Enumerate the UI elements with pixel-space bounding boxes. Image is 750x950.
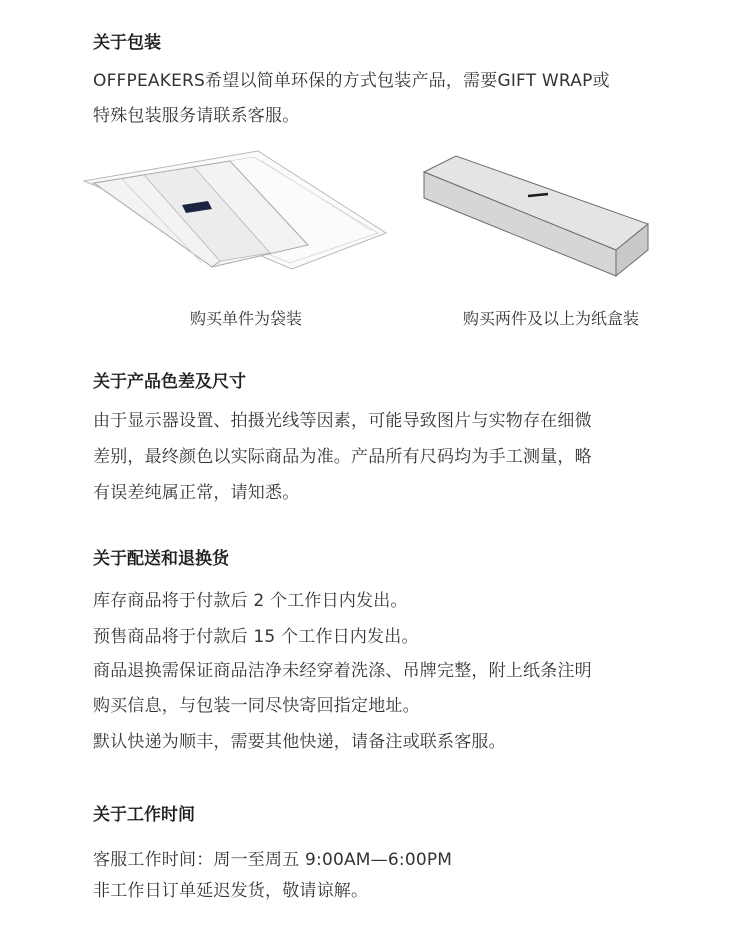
shipping-line-2: 预售商品将于付款后 15 个工作日内发出。 (93, 627, 419, 647)
color-size-line-3: 有误差纯属正常，请知悉。 (93, 483, 300, 503)
single-item-caption: 购买单件为袋装 (189, 309, 302, 328)
shipping-heading: 关于配送和退换货 (93, 549, 229, 569)
shipping-line-3: 商品退换需保证商品洁净未经穿着洗涤、吊牌完整，附上纸条注明 (93, 661, 592, 681)
color-size-heading: 关于产品色差及尺寸 (93, 372, 246, 392)
packaging-line-2: 特殊包装服务请联系客服。 (93, 106, 300, 126)
color-size-line-2: 差别，最终颜色以实际商品为准。产品所有尺码均为手工测量，略 (93, 447, 592, 467)
hours-line-1: 客服工作时间：周一至周五 9:00AM—6:00PM (93, 850, 453, 870)
multi-item-caption: 购买两件及以上为纸盒装 (462, 309, 639, 328)
shipping-line-4: 购买信息，与包装一同尽快寄回指定地址。 (93, 696, 420, 716)
packaging-heading: 关于包装 (93, 33, 161, 53)
shipping-line-5: 默认快递为顺丰，需要其他快递，请备注或联系客服。 (93, 732, 506, 752)
shipping-line-1: 库存商品将于付款后 2 个工作日内发出。 (93, 591, 408, 611)
color-size-line-1: 由于显示器设置、拍摄光线等因素，可能导致图片与实物存在细微 (93, 411, 592, 431)
packaging-line-1: OFFPEAKERS希望以简单环保的方式包装产品，需要GIFT WRAP或 (93, 71, 610, 91)
box-packaging-illustration (420, 152, 652, 280)
hours-line-2: 非工作日订单延迟发货，敬请谅解。 (93, 881, 369, 901)
hours-heading: 关于工作时间 (93, 805, 195, 825)
bag-packaging-illustration (82, 145, 392, 275)
